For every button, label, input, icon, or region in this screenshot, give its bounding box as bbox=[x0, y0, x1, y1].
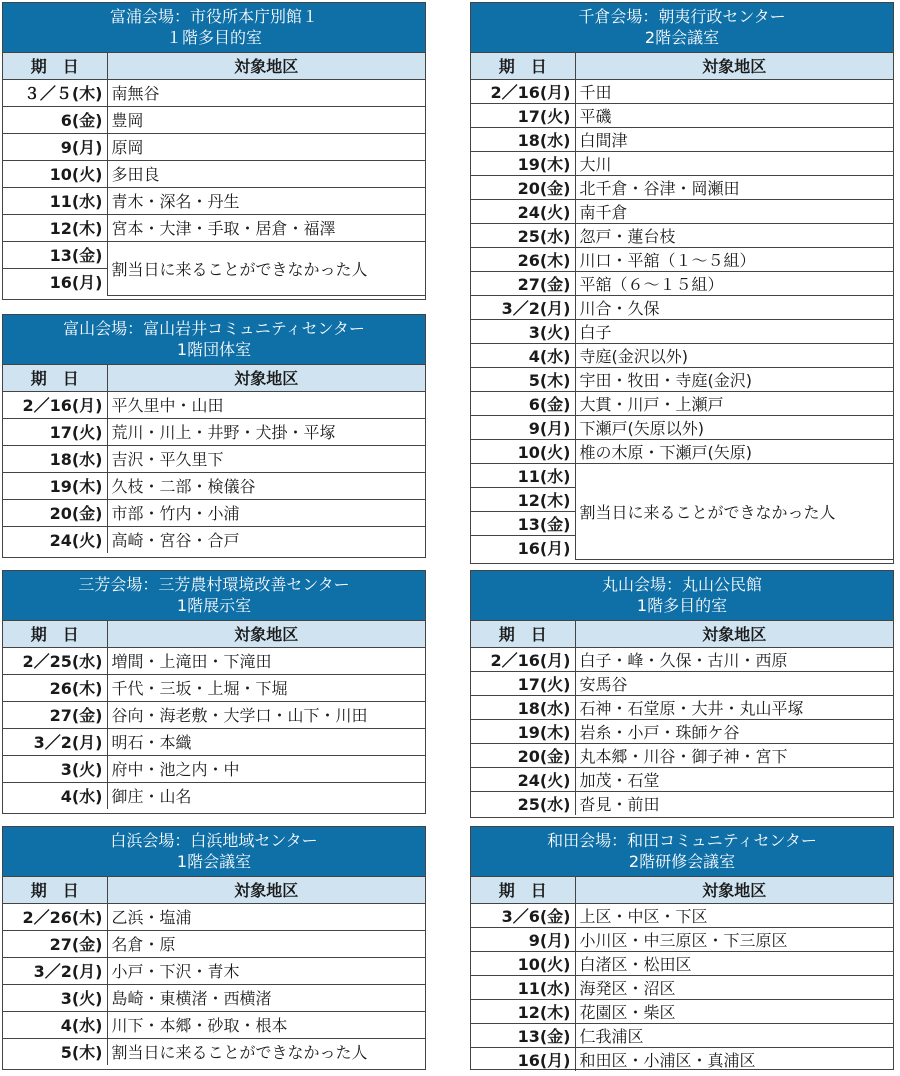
table-row bbox=[471, 719, 893, 743]
date-cell: 24(火) bbox=[471, 767, 575, 791]
venue-title-line2: 2階会議室 bbox=[644, 28, 720, 47]
area-cell: 青木・深名・丹生 bbox=[107, 187, 425, 214]
date-column-header: 期 日 bbox=[3, 621, 107, 647]
area-cell: 和田区・小浦区・真浦区 bbox=[575, 1047, 893, 1071]
table-row bbox=[3, 472, 425, 499]
table-row bbox=[471, 1023, 893, 1047]
date-cell: 19(木) bbox=[3, 472, 107, 499]
schedule-table bbox=[471, 877, 893, 1071]
table-row bbox=[3, 701, 425, 728]
area-cell: 加茂・石堂 bbox=[575, 767, 893, 791]
area-cell: 仁我浦区 bbox=[575, 1023, 893, 1047]
venue-title bbox=[471, 3, 893, 53]
table-row bbox=[471, 671, 893, 695]
date-cell: 13(金) bbox=[3, 241, 107, 268]
venue-title-line1: 丸山会場：丸山公民館 bbox=[601, 575, 762, 594]
schedule-table bbox=[3, 53, 425, 296]
venue-title-line1: 富山会場：富山岩井コミュニティセンター bbox=[63, 319, 365, 338]
table-row bbox=[3, 241, 425, 268]
table-row bbox=[471, 151, 893, 175]
table-row bbox=[471, 247, 893, 271]
date-column-header: 期 日 bbox=[471, 53, 575, 79]
area-cell: 南千倉 bbox=[575, 199, 893, 223]
date-column-header: 期 日 bbox=[3, 365, 107, 391]
area-cell: 原岡 bbox=[107, 133, 425, 160]
table-row bbox=[3, 214, 425, 241]
area-cell: 大貫・川戸・上瀬戸 bbox=[575, 391, 893, 415]
date-cell: 2／16(月) bbox=[471, 647, 575, 671]
date-cell: 20(金) bbox=[3, 499, 107, 526]
table-row bbox=[471, 791, 893, 815]
area-cell: 白渚区・松田区 bbox=[575, 951, 893, 975]
area-cell: 岩糸・小戸・珠師ケ谷 bbox=[575, 719, 893, 743]
area-cell: 宇田・牧田・寺庭(金沢) bbox=[575, 367, 893, 391]
column-header-row bbox=[3, 53, 425, 79]
date-cell: 16(月) bbox=[471, 1047, 575, 1071]
venue-title-line1: 白浜会場：白浜地域センター bbox=[110, 831, 318, 850]
table-row bbox=[3, 1038, 425, 1065]
table-row bbox=[471, 391, 893, 415]
area-cell: 割当日に来ることができなかった人 bbox=[107, 241, 425, 295]
area-cell: 北千倉・谷津・岡瀬田 bbox=[575, 175, 893, 199]
table-row bbox=[471, 999, 893, 1023]
table-row bbox=[471, 439, 893, 463]
date-cell: 20(金) bbox=[471, 743, 575, 767]
column-header-row bbox=[3, 621, 425, 647]
table-row bbox=[471, 695, 893, 719]
date-cell: 18(水) bbox=[3, 445, 107, 472]
area-column-header: 対象地区 bbox=[107, 621, 425, 647]
date-cell: 12(木) bbox=[471, 999, 575, 1023]
date-cell: 11(水) bbox=[471, 463, 575, 487]
date-cell: 4(水) bbox=[3, 1011, 107, 1038]
date-cell: 17(火) bbox=[471, 671, 575, 695]
venue-title-line2: 1階展示室 bbox=[176, 596, 252, 615]
area-cell: 川口・平舘（１～５組） bbox=[575, 247, 893, 271]
date-cell: 5(木) bbox=[471, 367, 575, 391]
table-row bbox=[3, 957, 425, 984]
date-cell: 3(火) bbox=[3, 755, 107, 782]
date-cell: 11(水) bbox=[471, 975, 575, 999]
date-cell: 16(月) bbox=[471, 535, 575, 559]
venue-maruyama bbox=[470, 570, 894, 818]
area-cell: 千代・三坂・上堀・下堀 bbox=[107, 674, 425, 701]
date-cell: 10(火) bbox=[3, 160, 107, 187]
area-cell: 平磯 bbox=[575, 103, 893, 127]
area-cell: 沓見・前田 bbox=[575, 791, 893, 815]
area-column-header: 対象地区 bbox=[107, 53, 425, 79]
date-cell: 10(火) bbox=[471, 951, 575, 975]
area-cell: 小川区・中三原区・下三原区 bbox=[575, 927, 893, 951]
table-row bbox=[471, 103, 893, 127]
date-cell: 2／26(木) bbox=[3, 903, 107, 930]
area-cell: 白子 bbox=[575, 319, 893, 343]
table-row bbox=[3, 445, 425, 472]
date-cell: ３／５(木) bbox=[3, 79, 107, 106]
table-row bbox=[471, 79, 893, 103]
venue-shirahama bbox=[2, 826, 426, 1070]
table-row bbox=[3, 984, 425, 1011]
table-row bbox=[471, 367, 893, 391]
date-cell: 26(木) bbox=[471, 247, 575, 271]
venue-title-line2: 2階研修会議室 bbox=[628, 852, 736, 871]
date-cell: 4(水) bbox=[471, 343, 575, 367]
table-row bbox=[3, 782, 425, 809]
table-row bbox=[3, 1011, 425, 1038]
table-row bbox=[3, 106, 425, 133]
date-column-header: 期 日 bbox=[471, 877, 575, 903]
area-cell: 白子・峰・久保・古川・西原 bbox=[575, 647, 893, 671]
area-cell: 御庄・山名 bbox=[107, 782, 425, 809]
area-cell: 市部・竹内・小浦 bbox=[107, 499, 425, 526]
schedule-table bbox=[471, 621, 893, 815]
area-cell: 府中・池之内・中 bbox=[107, 755, 425, 782]
date-cell: 2／16(月) bbox=[471, 79, 575, 103]
table-row bbox=[471, 463, 893, 487]
area-cell: 宮本・大津・手取・居倉・福澤 bbox=[107, 214, 425, 241]
column-header-row bbox=[471, 53, 893, 79]
area-cell: 谷向・海老敷・大学口・山下・川田 bbox=[107, 701, 425, 728]
area-cell: 高崎・宮谷・合戸 bbox=[107, 526, 425, 553]
date-cell: 5(木) bbox=[3, 1038, 107, 1065]
venue-title-line1: 富浦会場：市役所本庁別館１ bbox=[109, 7, 318, 26]
date-cell: 16(月) bbox=[3, 268, 107, 295]
area-cell: 平久里中・山田 bbox=[107, 391, 425, 418]
venue-title-line2: 1階多目的室 bbox=[636, 596, 728, 615]
venue-title bbox=[3, 571, 425, 621]
date-cell: 27(金) bbox=[3, 930, 107, 957]
date-cell: 17(火) bbox=[3, 418, 107, 445]
area-cell: 増間・上滝田・下滝田 bbox=[107, 647, 425, 674]
area-cell: 下瀬戸(矢原以外) bbox=[575, 415, 893, 439]
table-row bbox=[471, 319, 893, 343]
area-cell: 荒川・川上・井野・犬掛・平塚 bbox=[107, 418, 425, 445]
date-cell: 13(金) bbox=[471, 1023, 575, 1047]
area-cell: 寺庭(金沢以外) bbox=[575, 343, 893, 367]
date-cell: 17(火) bbox=[471, 103, 575, 127]
date-cell: 4(水) bbox=[3, 782, 107, 809]
area-cell: 豊岡 bbox=[107, 106, 425, 133]
table-row bbox=[471, 199, 893, 223]
date-cell: 9(月) bbox=[471, 927, 575, 951]
table-row bbox=[471, 415, 893, 439]
schedule-table bbox=[471, 53, 893, 560]
area-cell: 割当日に来ることができなかった人 bbox=[575, 463, 893, 559]
date-cell: 2／25(水) bbox=[3, 647, 107, 674]
table-row bbox=[3, 674, 425, 701]
area-cell: 明石・本織 bbox=[107, 728, 425, 755]
date-cell: 24(火) bbox=[3, 526, 107, 553]
venue-title bbox=[471, 571, 893, 621]
table-row bbox=[471, 903, 893, 927]
date-cell: 19(木) bbox=[471, 719, 575, 743]
date-cell: 25(水) bbox=[471, 223, 575, 247]
table-row bbox=[3, 187, 425, 214]
table-row bbox=[471, 175, 893, 199]
date-cell: 18(水) bbox=[471, 127, 575, 151]
date-cell: 10(火) bbox=[471, 439, 575, 463]
table-row bbox=[471, 127, 893, 151]
area-cell: 大川 bbox=[575, 151, 893, 175]
area-cell: 島崎・東横渚・西横渚 bbox=[107, 984, 425, 1011]
table-row bbox=[3, 391, 425, 418]
table-row bbox=[3, 160, 425, 187]
date-cell: 3／2(月) bbox=[3, 957, 107, 984]
venue-title bbox=[3, 3, 425, 53]
table-row bbox=[3, 930, 425, 957]
schedule-table bbox=[3, 877, 425, 1065]
date-column-header: 期 日 bbox=[3, 877, 107, 903]
table-row bbox=[471, 767, 893, 791]
date-cell: 13(金) bbox=[471, 511, 575, 535]
area-cell: 安馬谷 bbox=[575, 671, 893, 695]
date-cell: 18(水) bbox=[471, 695, 575, 719]
date-cell: 3／6(金) bbox=[471, 903, 575, 927]
date-cell: 20(金) bbox=[471, 175, 575, 199]
venue-title-line2: 1階団体室 bbox=[176, 340, 252, 359]
area-cell: 割当日に来ることができなかった人 bbox=[107, 1038, 425, 1065]
table-row bbox=[3, 526, 425, 553]
venue-tomiyama bbox=[2, 314, 426, 558]
table-row bbox=[471, 223, 893, 247]
table-row bbox=[471, 743, 893, 767]
venue-tomiura bbox=[2, 2, 426, 300]
area-cell: 上区・中区・下区 bbox=[575, 903, 893, 927]
area-cell: 石神・石堂原・大井・丸山平塚 bbox=[575, 695, 893, 719]
table-row bbox=[471, 647, 893, 671]
table-row bbox=[471, 343, 893, 367]
venue-wada bbox=[470, 826, 894, 1070]
area-cell: 乙浜・塩浦 bbox=[107, 903, 425, 930]
venue-miyoshi bbox=[2, 570, 426, 814]
date-cell: 3／2(月) bbox=[3, 728, 107, 755]
area-cell: 海発区・沼区 bbox=[575, 975, 893, 999]
date-cell: 25(水) bbox=[471, 791, 575, 815]
date-cell: 9(月) bbox=[3, 133, 107, 160]
table-row bbox=[3, 755, 425, 782]
date-cell: 27(金) bbox=[3, 701, 107, 728]
venue-title bbox=[3, 315, 425, 365]
area-cell: 川下・本郷・砂取・根本 bbox=[107, 1011, 425, 1038]
table-row bbox=[471, 271, 893, 295]
date-cell: 3(火) bbox=[471, 319, 575, 343]
date-cell: 2／16(月) bbox=[3, 391, 107, 418]
area-cell: 椎の木原・下瀬戸(矢原) bbox=[575, 439, 893, 463]
venue-title-line1: 千倉会場：朝夷行政センター bbox=[578, 7, 786, 26]
venue-title bbox=[3, 827, 425, 877]
schedule-table bbox=[3, 365, 425, 553]
date-cell: 26(木) bbox=[3, 674, 107, 701]
table-row bbox=[471, 1047, 893, 1071]
date-column-header: 期 日 bbox=[471, 621, 575, 647]
area-cell: 南無谷 bbox=[107, 79, 425, 106]
date-cell: 6(金) bbox=[3, 106, 107, 133]
area-column-header: 対象地区 bbox=[575, 621, 893, 647]
table-row bbox=[3, 903, 425, 930]
date-cell: 3(火) bbox=[3, 984, 107, 1011]
schedule-table bbox=[3, 621, 425, 809]
venue-chikura bbox=[470, 2, 894, 564]
area-cell: 名倉・原 bbox=[107, 930, 425, 957]
table-row bbox=[3, 79, 425, 106]
area-cell: 花園区・柴区 bbox=[575, 999, 893, 1023]
area-cell: 久枝・二部・検儀谷 bbox=[107, 472, 425, 499]
area-cell: 白間津 bbox=[575, 127, 893, 151]
date-cell: 24(火) bbox=[471, 199, 575, 223]
venue-title-line2: １階多目的室 bbox=[165, 28, 262, 47]
area-cell: 多田良 bbox=[107, 160, 425, 187]
table-row bbox=[3, 728, 425, 755]
table-row bbox=[3, 499, 425, 526]
area-cell: 川合・久保 bbox=[575, 295, 893, 319]
table-row bbox=[3, 418, 425, 445]
area-cell: 千田 bbox=[575, 79, 893, 103]
date-cell: 12(木) bbox=[471, 487, 575, 511]
column-header-row bbox=[471, 877, 893, 903]
venue-title-line2: 1階会議室 bbox=[176, 852, 252, 871]
date-cell: 3／2(月) bbox=[471, 295, 575, 319]
table-row bbox=[3, 647, 425, 674]
date-cell: 11(水) bbox=[3, 187, 107, 214]
area-column-header: 対象地区 bbox=[107, 365, 425, 391]
date-cell: 6(金) bbox=[471, 391, 575, 415]
area-cell: 平舘（６～１５組） bbox=[575, 271, 893, 295]
area-cell: 小戸・下沢・青木 bbox=[107, 957, 425, 984]
date-cell: 27(金) bbox=[471, 271, 575, 295]
venue-title-line1: 三芳会場：三芳農村環境改善センター bbox=[78, 575, 350, 594]
column-header-row bbox=[471, 621, 893, 647]
date-cell: 19(木) bbox=[471, 151, 575, 175]
column-header-row bbox=[3, 877, 425, 903]
table-row bbox=[471, 975, 893, 999]
column-header-row bbox=[3, 365, 425, 391]
table-row bbox=[471, 927, 893, 951]
area-column-header: 対象地区 bbox=[575, 53, 893, 79]
table-row bbox=[471, 295, 893, 319]
table-row bbox=[3, 133, 425, 160]
date-cell: 9(月) bbox=[471, 415, 575, 439]
venue-title bbox=[471, 827, 893, 877]
venue-title-line1: 和田会場：和田コミュニティセンター bbox=[547, 831, 817, 850]
table-row bbox=[471, 951, 893, 975]
area-column-header: 対象地区 bbox=[575, 877, 893, 903]
date-column-header: 期 日 bbox=[3, 53, 107, 79]
area-cell: 丸本郷・川谷・御子神・宮下 bbox=[575, 743, 893, 767]
date-cell: 12(木) bbox=[3, 214, 107, 241]
area-column-header: 対象地区 bbox=[107, 877, 425, 903]
area-cell: 吉沢・平久里下 bbox=[107, 445, 425, 472]
area-cell: 忽戸・蓮台枝 bbox=[575, 223, 893, 247]
